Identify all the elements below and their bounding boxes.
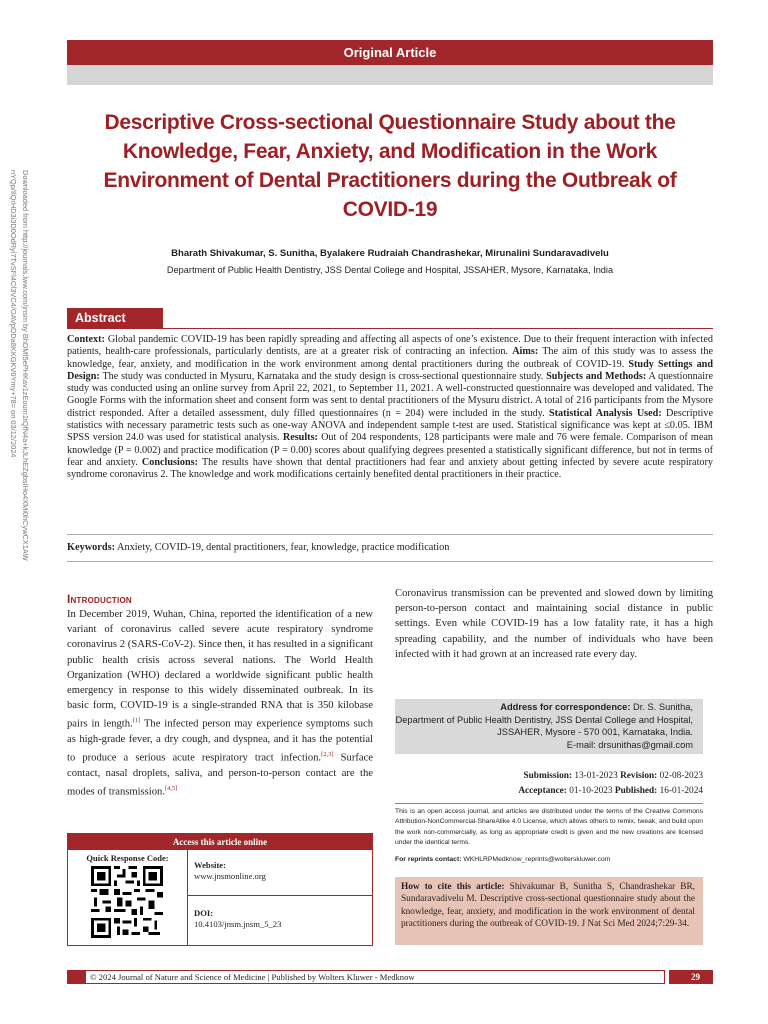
correspondence-label: Address for correspondence: xyxy=(500,702,631,712)
footer-copyright xyxy=(67,970,665,984)
abstract-results-label: Results: xyxy=(282,432,318,444)
abstract-aims-label: Aims: xyxy=(512,346,539,358)
abstract-context: Global pandemic COVID-19 has been rapidly spreading and affecting all aspects of one’s existence. Due to their frequent interaction with infected patients, health-care professionals, particularly dentists, are at a greater risk of contracting an infection. xyxy=(67,334,713,358)
footer-accent-block xyxy=(68,970,86,984)
abstract-body xyxy=(67,334,713,482)
access-box-title: Access this article online xyxy=(68,834,372,850)
abstract-rule xyxy=(163,328,713,329)
footer-text: © 2024 Journal of Nature and Science of Medicine | Published by Wolters Kluwer - Medknow xyxy=(90,972,415,982)
page-footer xyxy=(67,970,713,984)
cite-text: Shivakumar B, Sunitha S, Chandrashekar BR, Sundaravadivelu M. Descriptive cross-sectional questionnaire study about the knowledge, fear, anxiety, and modification in the work environment of dental practitioners during the outbreak of COVID-19. J Nat Sci Med 2024;7:29-34. xyxy=(401,882,696,929)
revision-date: 02-08-2023 xyxy=(657,771,703,781)
abstract-stats: Descriptive statistics with necessary parametric tests such as one-way ANOVA and independent sample t-test are used. Statistical significance was kept at ≤0.05. IBM SPSS version 24.0 was used for statistical analysis. xyxy=(67,407,713,444)
intro-text-a: In December 2019, Wuhan, China, reported the identification of a new variant of coronavirus called severe acute respiratory syndrome coronavirus 2 (SARS-CoV-2). Since then, it has resulted in a significant public health crisis across several nations. The World Health Organization (WHO) declared a worldwide significant public health emergency in response to this widely disseminated outbreak. In its basic form, COVID-19 is a single-stranded RNA that is 350 kilobase pairs in length. xyxy=(67,609,373,730)
doi-link[interactable]: 10.4103/jnsm.jnsm_5_23 xyxy=(194,919,282,929)
affiliation: Department of Public Health Dentistry, JSS Dental College and Hospital, JSSAHER, Mysore, Karnataka, India xyxy=(166,265,614,275)
correspondence-email[interactable]: E-mail: drsunithas@gmail.com xyxy=(566,739,693,750)
website-label: Website: xyxy=(194,860,226,870)
page-number: 29 xyxy=(669,970,713,984)
abstract-methods: A questionnaire study was conducted using an online survey from April 22, 2021, to September 11, 2021. A well-constructed questionnaire was developed and validated. The Google Forms with the information sheet and consent form was sent to dental practitioners of the Mysuru district. A total of 216 participants from the Mysore district responded. After a detailed assessment, duly filled questionnaires (n = 204) were included in the study. xyxy=(67,370,713,419)
download-notice-line-1: Downloaded from http://journals.lww.com/jnsm by BhDMf5ePHKav1zEoum1tQfN4a+kJLhEZgbsIHo4XMi0hCywCX1AW xyxy=(21,170,30,561)
qr-code-icon[interactable] xyxy=(91,866,163,938)
abstract-results: Out of 204 respondents, 128 participants were male and 76 were female. Comparison of mean knowledge (P = 0.002) and practice modification (P = 0.00) scores about qualifying degrees presented a statistically significant difference, but not in terms of fear and anxiety. xyxy=(67,432,713,468)
doi-label: DOI: xyxy=(194,908,214,918)
article-dates xyxy=(395,769,703,799)
abstract-heading: Abstract xyxy=(67,308,163,329)
qr-column xyxy=(68,850,188,945)
abstract-methods-label: Subjects and Methods: xyxy=(546,370,647,382)
website-link[interactable]: www.jnsmonline.org xyxy=(194,871,266,881)
keywords-bar xyxy=(67,534,713,562)
keywords-text: Anxiety, COVID-19, dental practitioners, fear, knowledge, practice modification xyxy=(115,542,450,553)
qr-label: Quick Response Code: xyxy=(86,853,169,863)
abstract-conclusions: The results have shown that dental practitioners had fear and anxiety about getting infected by severe acute respiratory syndrome coronavirus 2. The knowledge and work modifications certainly benefited dental practitioners in their practice. xyxy=(67,456,713,481)
abstract-stats-label: Statistical Analysis Used: xyxy=(548,407,662,419)
correspondence-box xyxy=(395,699,703,754)
author-list: Bharath Shivakumar, S. Sunitha, Byalakere Rudraiah Chandrashekar, Mirunalini Sundaravadivelu xyxy=(171,248,609,259)
article-type-label: Original Article xyxy=(67,40,713,65)
keywords-label: Keywords: xyxy=(67,542,116,553)
submission-label: Submission: xyxy=(523,771,573,781)
reprints-label: For reprints contact: xyxy=(395,856,462,863)
download-notice-line-2: nYQp/IlQrHD3i3D0OdRyi7TvSFl4Cf3VC4/OAVpDDa8KKGKV0Ymy+78= on 03/12/2024 xyxy=(9,170,18,458)
license-notice: This is an open access journal, and articles are distributed under the terms of the Creative Commons Attribution-NonCommercial-ShareAlike 4.0 License, which allows others to remix, tweak, and build upon the work non-commercially, as long as appropriate credit is given and the new creations are licensed under the identical terms. xyxy=(395,803,703,848)
header-grey-band xyxy=(67,65,713,85)
published-label: Published: xyxy=(614,786,658,796)
introduction-paragraph-1 xyxy=(67,607,373,800)
introduction-paragraph-2: Coronavirus transmission can be prevented and slowed down by limiting person-to-person contact and maintaining social distance in public settings. Even while COVID-19 has a low fatality rate, it has a high spreading capability, and the number of individuals who have been infected with it had grown at an increased rate every day. xyxy=(395,588,713,660)
article-type-band xyxy=(67,40,713,85)
published-date: 16-01-2024 xyxy=(657,786,703,796)
doi-row xyxy=(188,896,372,945)
access-info xyxy=(188,850,372,945)
website-row xyxy=(188,850,372,896)
acceptance-date: 01-10-2023 xyxy=(566,786,615,796)
intro-text-c: Surface contact, nasal droplets, saliva, and person-to-person contact are the modes of transmission. xyxy=(67,752,374,798)
abstract-header xyxy=(67,308,713,329)
citation-ref[interactable]: [4,5] xyxy=(165,785,178,793)
citation-ref[interactable]: [1] xyxy=(132,717,141,725)
correspondence-address-1: Department of Public Health Dentistry, JSS Dental College and Hospital, xyxy=(395,714,693,725)
introduction-column xyxy=(67,592,373,800)
acceptance-label: Acceptance: xyxy=(518,786,567,796)
abstract-aims: The aim of this study was to assess the knowledge, fear, anxiety, and modification in the work environment among dental practitioners during the outbreak of COVID-19. xyxy=(67,346,713,370)
download-notice xyxy=(4,170,40,640)
abstract-settings-label: Study Settings and Design: xyxy=(67,358,714,382)
revision-label: Revision: xyxy=(620,771,658,781)
abstract-settings: The study was conducted in Mysuru, Karnataka and the study design is cross-sectional questionnaire study. xyxy=(99,370,547,382)
article-title: Descriptive Cross-sectional Questionnaire Study about the Knowledge, Fear, Anxiety, and Modification in the Work Environment of Dental Practitioners during the Outbreak of COVID-19 xyxy=(103,111,677,221)
reprints-contact xyxy=(395,856,703,863)
cite-label: How to cite this article: xyxy=(401,882,505,892)
reprints-email[interactable]: WKHLRPMedknow_reprints@wolterskluwer.com xyxy=(461,856,611,863)
correspondence-name: Dr. S. Sunitha, xyxy=(630,702,693,712)
intro-text-b: The infected person may experience symptoms such as high-grade fever, a dry cough, and dyspnea, and it has the potential to produce a serious acute respiratory tract infection. xyxy=(67,718,374,764)
introduction-heading: Introduction xyxy=(67,592,132,606)
correspondence-address-2: JSSAHER, Mysore - 570 001, Karnataka, India. xyxy=(497,727,693,738)
introduction-continued xyxy=(395,586,713,662)
abstract-context-label: Context: xyxy=(67,334,105,345)
abstract-conclusions-label: Conclusions: xyxy=(141,456,198,468)
access-article-box xyxy=(67,833,373,946)
citation-box xyxy=(395,877,703,945)
citation-ref[interactable]: [2,3] xyxy=(321,751,334,759)
submission-date: 13-01-2023 xyxy=(572,771,621,781)
